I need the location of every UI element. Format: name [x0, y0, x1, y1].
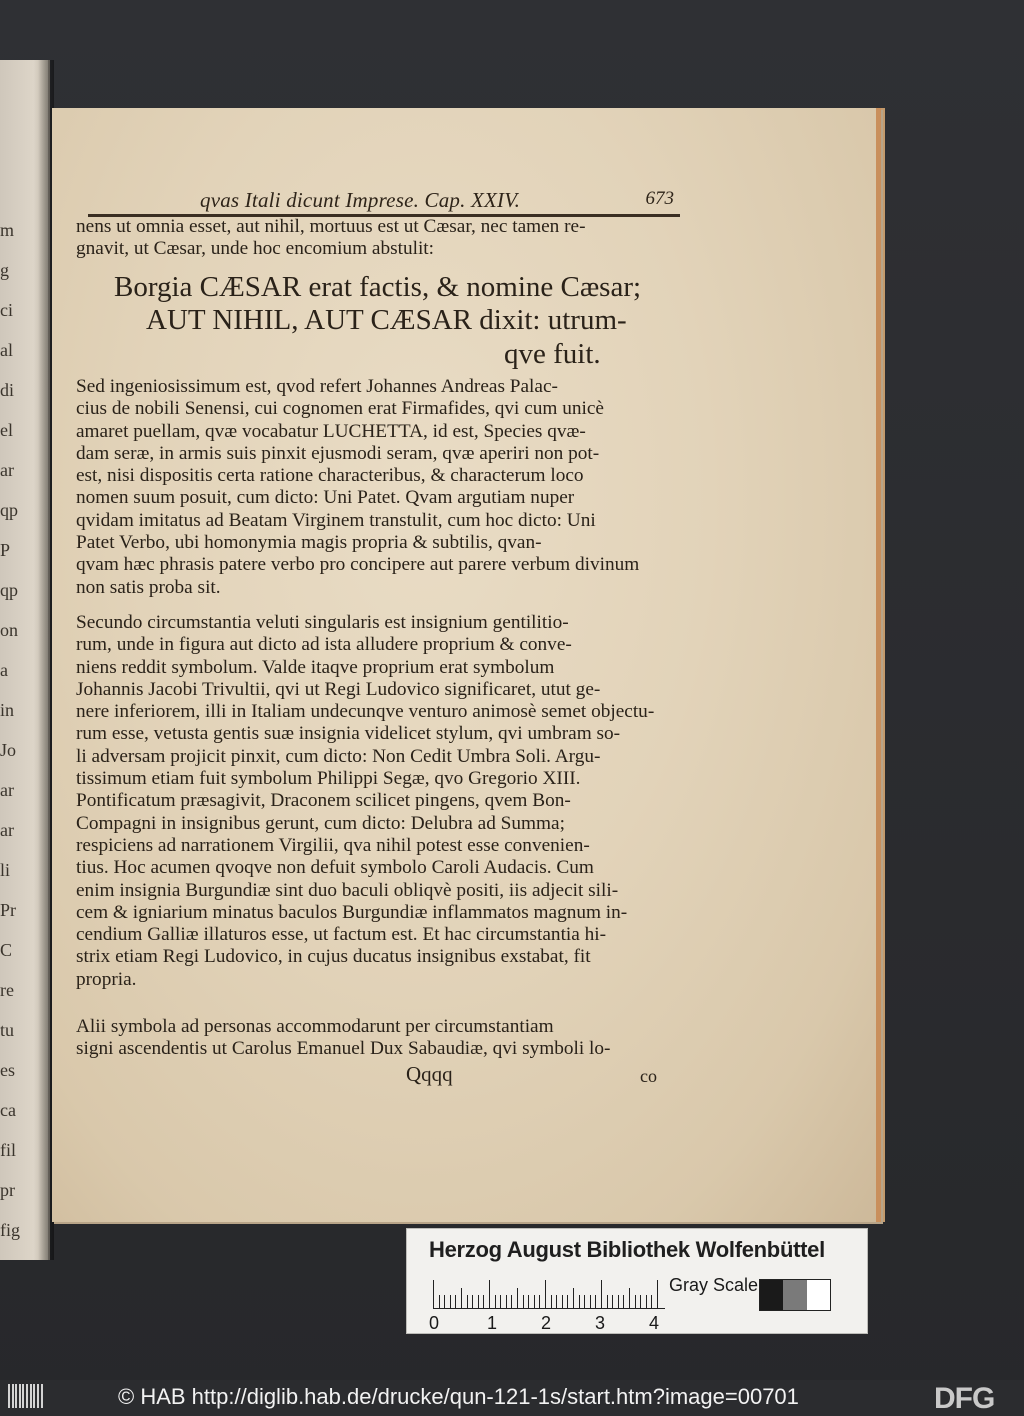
text-line: non satis proba sit. — [76, 576, 221, 598]
ruler-tick — [439, 1295, 440, 1308]
signature-mark: Qqqq — [406, 1062, 453, 1086]
ruler-tick — [551, 1295, 552, 1308]
ruler-tick — [640, 1295, 641, 1308]
text-line: tius. Hoc acumen qvoqve non defuit symbolo Caroli Audacis. Cum — [76, 857, 594, 879]
previous-page-fragment: Pr — [0, 900, 17, 920]
text-line: strix etiam Regi Ludovico, in cujus ducatus insignibus exstabat, fit — [76, 946, 591, 968]
previous-page-fragment: C — [0, 940, 13, 960]
previous-page-fragment: es — [0, 1060, 15, 1080]
running-head-title: qvas Itali dicunt Imprese. Cap. XXIV. — [200, 188, 521, 212]
text-line: respiciens ad narrationem Virgilii, qva nihil potest esse convenien- — [76, 834, 590, 856]
text-line: est, nisi dispositis certa ratione characteribus, & characterum loco — [76, 465, 584, 487]
ruler-tick — [489, 1280, 490, 1308]
text-line: Compagni in insignibus gerunt, cum dicto: Delubra ad Summa; — [76, 812, 565, 834]
previous-page-fragment: ar — [0, 460, 14, 480]
ruler-tick — [517, 1288, 518, 1308]
text-line: amaret puellam, qvæ vocabatur LUCHETTA, id est, Species qvæ- — [76, 420, 586, 442]
verse-line-1: Borgia CÆSAR erat factis, & nomine Cæsar; — [114, 271, 642, 303]
ruler-tick — [629, 1288, 630, 1308]
text-line: cius de nobili Senensi, cui cognomen erat Firmafides, qvi cum unicè — [76, 398, 604, 420]
ruler-tick — [623, 1295, 624, 1308]
library-name: Herzog August Bibliothek Wolfenbüttel — [429, 1237, 825, 1262]
library-label — [406, 1228, 868, 1334]
dfg-logo: DFG — [934, 1382, 995, 1415]
copyright-link[interactable]: © HAB http://diglib.hab.de/drucke/qun-121-1s/start.htm?image=00701 — [118, 1384, 799, 1409]
intro-text — [76, 216, 676, 261]
text-line: Johannis Jacobi Trivultii, qvi ut Regi Ludovico significaret, utut ge- — [76, 678, 601, 700]
ruler-tick — [478, 1295, 479, 1308]
ruler-tick — [528, 1295, 529, 1308]
ruler-tick — [657, 1280, 658, 1308]
text-line: nomen suum posuit, cum dicto: Uni Patet. Qvam argutiam nuper — [76, 487, 575, 509]
previous-page-fragment: el — [0, 420, 13, 440]
text-line: nere inferiorem, illi in Italiam undecunqve venturo animosè semet objectu- — [76, 701, 655, 723]
running-head — [88, 188, 680, 217]
previous-page-fragment: ar — [0, 820, 14, 840]
previous-page-fragment: qp — [0, 500, 18, 520]
text-line: enim insignia Burgundiæ sint duo baculi obliqvè positi, iis adjecit sili- — [76, 879, 619, 901]
ruler-tick — [607, 1295, 608, 1308]
paragraph-3 — [76, 612, 676, 991]
text-line: niens reddit symbolum. Valde itaqve proprium erat symbolum — [76, 656, 555, 678]
ruler-tick — [646, 1295, 647, 1308]
ruler-tick — [573, 1288, 574, 1308]
swatch-black — [760, 1280, 783, 1310]
previous-page-fragment: P — [0, 540, 11, 560]
ruler-tick — [483, 1295, 484, 1308]
previous-page-fragment: ar — [0, 780, 14, 800]
ruler-tick — [579, 1295, 580, 1308]
gray-scale-swatches — [759, 1279, 831, 1311]
catchword: co — [640, 1066, 657, 1086]
ruler-tick — [523, 1295, 524, 1308]
ruler-number: 3 — [595, 1313, 606, 1333]
previous-page-fragment: g — [0, 260, 9, 280]
ruler-tick — [651, 1295, 652, 1308]
previous-page-fragment: pr — [0, 1180, 15, 1200]
ruler-number: 2 — [541, 1313, 552, 1333]
ruler-tick — [467, 1295, 468, 1308]
ruler-tick — [506, 1295, 507, 1308]
paragraph-2 — [76, 376, 676, 599]
gray-scale-label: Gray Scale — [669, 1275, 759, 1295]
previous-page-fragment: in — [0, 700, 15, 720]
previous-page-fragment: ci — [0, 300, 13, 320]
ruler-tick — [500, 1295, 501, 1308]
previous-page-fragment: di — [0, 380, 15, 400]
previous-page-fragment: on — [0, 620, 18, 640]
text-line: gnavit, ut Cæsar, unde hoc encomium abstulit: — [76, 238, 435, 260]
previous-page-fragment: m — [0, 220, 15, 240]
previous-page-fragment: fil — [0, 1140, 16, 1160]
text-line: dam seræ, in armis suis pinxit ejusmodi seram, qvæ aperiri non pot- — [76, 442, 600, 464]
previous-page-fragment: re — [0, 980, 14, 1000]
ruler-tick — [433, 1280, 434, 1308]
barcode-icon — [8, 1382, 46, 1410]
text-line: propria. — [76, 968, 137, 990]
previous-page-fragment: a — [0, 660, 8, 680]
ruler-tick — [455, 1295, 456, 1308]
ruler-scale — [433, 1279, 665, 1309]
swatch-white — [807, 1280, 830, 1310]
verse-line-3: qve fuit. — [504, 338, 601, 370]
ruler-tick — [495, 1295, 496, 1308]
ruler-tick — [612, 1295, 613, 1308]
ruler-tick — [545, 1280, 546, 1308]
text-line: signi ascendentis ut Carolus Emanuel Dux Sabaudiæ, qvi symboli lo- — [76, 1038, 611, 1060]
ruler-tick — [601, 1280, 602, 1308]
previous-page-fragment: al — [0, 340, 13, 360]
ruler-tick — [562, 1295, 563, 1308]
previous-page-fragment: ca — [0, 1100, 16, 1120]
text-line: rum esse, vetusta gentis suæ insignia videlicet stylum, qvi umbram so- — [76, 723, 621, 745]
ruler-number: 1 — [487, 1313, 498, 1333]
ruler-tick — [450, 1295, 451, 1308]
previous-page-fragment: tu — [0, 1020, 15, 1040]
text-line: tissimum etiam fuit symbolum Philippi Segæ, qvo Gregorio XIII. — [76, 768, 581, 790]
ruler-number: 4 — [649, 1313, 660, 1333]
text-line: qvidam imitatus ad Beatam Virginem transtulit, cum hoc dicto: Uni — [76, 509, 596, 531]
paragraph-4 — [76, 1016, 676, 1061]
ruler-tick — [618, 1295, 619, 1308]
ruler-tick — [567, 1295, 568, 1308]
text-line: rum, unde in figura aut dicto ad ista alludere proprium & conve- — [76, 634, 572, 656]
ruler-tick — [539, 1295, 540, 1308]
footer-bar — [0, 1380, 1024, 1416]
text-line: Pontificatum præsagivit, Draconem scilicet pingens, qvem Bon- — [76, 790, 571, 812]
ruler-number: 0 — [429, 1313, 440, 1333]
text-line: nens ut omnia esset, aut nihil, mortuus est ut Cæsar, nec tamen re- — [76, 216, 586, 237]
previous-page-fragment: li — [0, 860, 11, 880]
verse-line-2: AUT NIHIL, AUT CÆSAR dixit: utrum- — [146, 304, 627, 336]
text-line: Sed ingeniosissimum est, qvod refert Johannes Andreas Palac- — [76, 376, 558, 397]
text-line: cem & igniarium minatus baculos Burgundiæ inflammatos magnum in- — [76, 901, 628, 923]
ruler-tick — [461, 1288, 462, 1308]
text-line: Alii symbola ad personas accommodarunt per circumstantiam — [76, 1016, 554, 1037]
page-number: 673 — [645, 188, 674, 209]
previous-page-fragment: Jo — [0, 740, 17, 760]
ruler-tick — [472, 1295, 473, 1308]
ruler-tick — [556, 1295, 557, 1308]
ruler-tick — [584, 1295, 585, 1308]
ruler-tick — [444, 1295, 445, 1308]
ruler-tick — [595, 1295, 596, 1308]
text-line: cendium Galliæ illaturos esse, ut factum est. Et hac circumstantia hi- — [76, 924, 607, 946]
ruler-tick — [511, 1295, 512, 1308]
previous-page-fragment: qp — [0, 580, 18, 600]
swatch-gray — [783, 1280, 806, 1310]
text-line: li adversam projicit pinxit, cum dicto: Non Cedit Umbra Soli. Argu- — [76, 745, 601, 767]
previous-page-fragment: fig — [0, 1220, 20, 1240]
ruler-tick — [590, 1295, 591, 1308]
text-line: qvam hæc phrasis patere verbo pro concipere aut parere verbum divinum — [76, 554, 640, 576]
text-line: Patet Verbo, ubi homonymia magis propria & subtilis, qvan- — [76, 532, 542, 554]
text-line: Secundo circumstantia veluti singularis est insignium gentilitio- — [76, 612, 569, 633]
ruler-tick — [635, 1295, 636, 1308]
ruler-tick — [534, 1295, 535, 1308]
